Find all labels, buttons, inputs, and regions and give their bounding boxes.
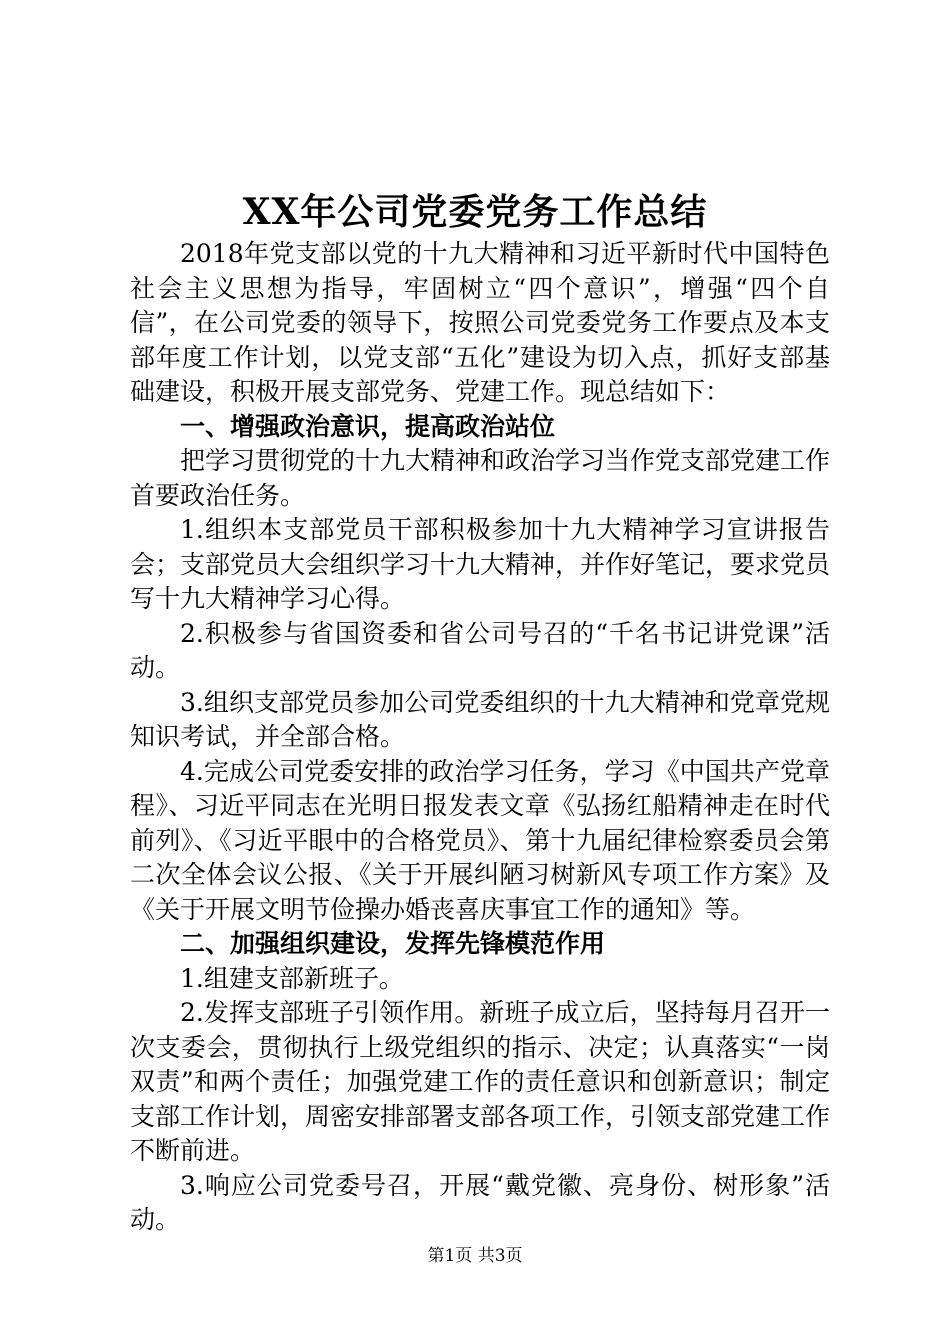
list-item-1-2: 2.积极参与省国资委和省公司号召的“千名书记讲党课”活动。	[130, 618, 830, 682]
document-body	[130, 237, 830, 1238]
list-item-2-3: 3.响应公司党委号召，开展“戴党徽、亮身份、树形象”活动。	[130, 1170, 830, 1234]
list-item-1-1: 1.组织本支部党员干部积极参加十九大精神学习宣讲报告会；支部党员大会组织学习十九大精神，并作好笔记，要求党员写十九大精神学习心得。	[130, 515, 831, 613]
intro-paragraph: 2018年党支部以党的十九大精神和习近平新时代中国特色社会主义思想为指导，牢固树立“四个意识”，增强“四个自信”，在公司党委的领导下，按照公司党委党务工作要点及本支部年度工作计划，以党支部“五化”建设为切入点，抓好支部基础建设，积极开展支部党务、党建工作。现总结如下：	[130, 239, 830, 406]
list-item-2-2: 2.发挥支部班子引领作用。新班子成立后，坚持每月召开一次支委会，贯彻执行上级党组织的指示、决定；认真落实“一岗双责”和两个责任；加强党建工作的责任意识和创新意识；制定支部工作计划，周密安排部署支部各项工作，引领支部党建工作不断前进。	[130, 998, 831, 1165]
body-paragraph: 把学习贯彻党的十九大精神和政治学习当作党支部党建工作首要政治任务。	[130, 446, 831, 510]
list-item-2-1: 1.组建支部新班子。	[180, 963, 404, 993]
page-number: 第1页 共3页	[427, 1246, 523, 1266]
section-heading-2: 二、加强组织建设，发挥先锋模范作用	[180, 929, 606, 958]
document-title: XX年公司党委党务工作总结	[242, 191, 708, 233]
section-heading-1: 一、增强政治意识，提高政治站位	[180, 411, 556, 441]
list-item-1-4: 4.完成公司党委安排的政治学习任务，学习《中国共产党章程》、习近平同志在光明日报发表文章《弘扬红船精神走在时代前列》、《习近平眼中的合格党员》、第十九届纪律检察委员会第二次全体会议公报、《关于开展纠陋习树新风专项工作方案》及《关于开展文明节俭操办婚丧喜庆事宜工作的通知》等。	[130, 756, 830, 924]
list-item-1-3: 3.组织支部党员参加公司党委组织的十九大精神和党章党规知识考试，并全部合格。	[130, 687, 830, 751]
